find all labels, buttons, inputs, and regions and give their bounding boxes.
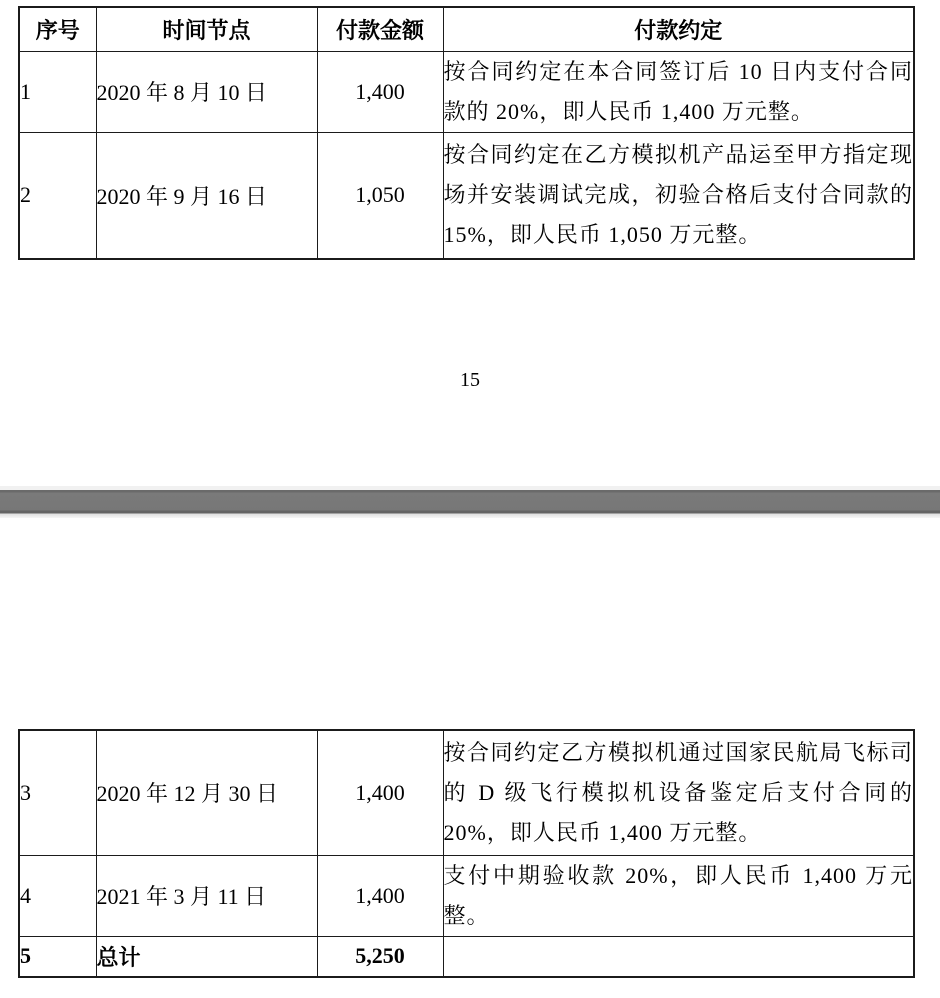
payment-schedule-table-bottom — [18, 729, 915, 978]
header-amount: 付款金额 — [317, 7, 443, 51]
terms-cell: 按合同约定在乙方模拟机产品运至甲方指定现场并安装调试完成，初验合格后支付合同款的 15%，即人民币 1,050 万元整。 — [443, 132, 914, 259]
terms-cell: 按合同约定乙方模拟机通过国家民航局飞标司的 D 级飞行模拟机设备鉴定后支付合同的 20%，即人民币 1,400 万元整。 — [443, 730, 914, 855]
table-total-row — [19, 936, 914, 977]
total-amount-cell: 5,250 — [317, 936, 443, 977]
header-date: 时间节点 — [96, 7, 317, 51]
date-cell: 2020 年 8 月 10 日 — [96, 51, 317, 132]
payment-schedule-table-top — [18, 6, 915, 260]
date-cell: 2020 年 12 月 30 日 — [96, 730, 317, 855]
amount-cell: 1,400 — [317, 51, 443, 132]
amount-cell: 1,400 — [317, 855, 443, 936]
row-number-cell: 1 — [19, 51, 96, 132]
terms-cell: 支付中期验收款 20%，即人民币 1,400 万元整。 — [443, 855, 914, 936]
page-separator-bar — [0, 486, 940, 518]
terms-cell — [443, 936, 914, 977]
table-header-row — [19, 7, 914, 51]
table-row — [19, 132, 914, 259]
row-number-cell: 2 — [19, 132, 96, 259]
total-label-cell: 总计 — [96, 936, 317, 977]
date-cell: 2020 年 9 月 16 日 — [96, 132, 317, 259]
page-number: 15 — [460, 369, 480, 391]
table-row — [19, 730, 914, 855]
row-number-cell: 4 — [19, 855, 96, 936]
terms-cell: 按合同约定在本合同签订后 10 日内支付合同款的 20%，即人民币 1,400 万元整。 — [443, 51, 914, 132]
date-cell: 2021 年 3 月 11 日 — [96, 855, 317, 936]
amount-cell: 1,050 — [317, 132, 443, 259]
row-number-cell: 3 — [19, 730, 96, 855]
amount-cell: 1,400 — [317, 730, 443, 855]
row-number-cell: 5 — [19, 936, 96, 977]
header-terms: 付款约定 — [443, 7, 914, 51]
table-row — [19, 855, 914, 936]
table-row — [19, 51, 914, 132]
header-seq: 序号 — [19, 7, 96, 51]
